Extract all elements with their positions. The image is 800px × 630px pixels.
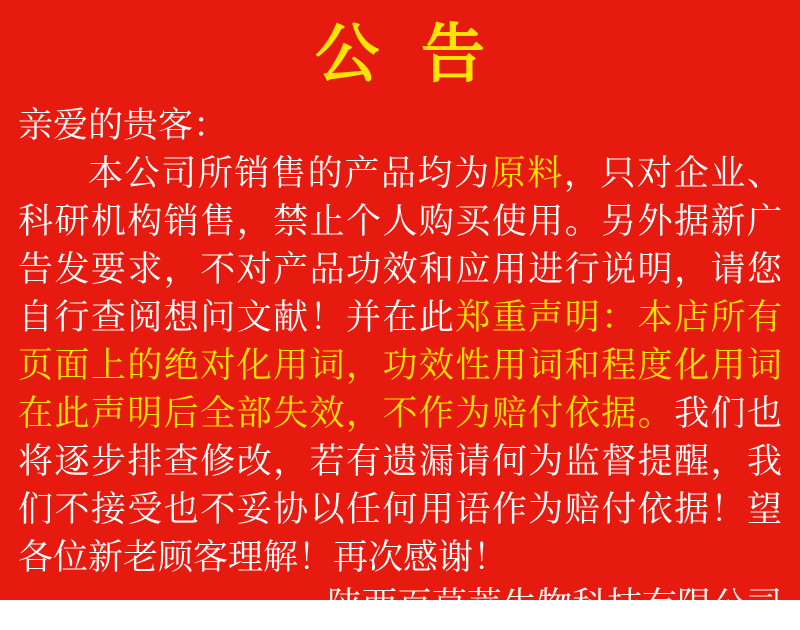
paragraph-segment: 郑重声明：本店所有页面上的绝对化用词，功效性用词和程度化用词在此声明后全部失效，不作为赔付依据。: [18, 298, 782, 433]
paragraph-segment: 本公司所销售的产品均为: [88, 154, 491, 193]
paragraph-segment: 原料: [490, 154, 564, 193]
announcement-body: [0, 102, 800, 630]
greeting-line: 亲爱的贵客：: [18, 106, 229, 145]
paragraph-segment: ，只对企业、科研机构销售，禁止个人购买使用。另外据新广告发要求，不对产品功效和应用进行说明，请您自行查阅想问文献！并在此: [18, 154, 782, 337]
announcement-title: 公 告: [315, 18, 497, 90]
paragraph-segment: 我们也将逐步排查修改，若有遗漏请何为监督提醒，我们不接受也不妥协以任何用语作为赔付依据！望各位新老顾客理解！再次感谢！: [18, 394, 782, 577]
company-signature: 陕西百草萃生物科技有限公司: [326, 586, 782, 625]
notice-paragraph: [18, 150, 782, 582]
